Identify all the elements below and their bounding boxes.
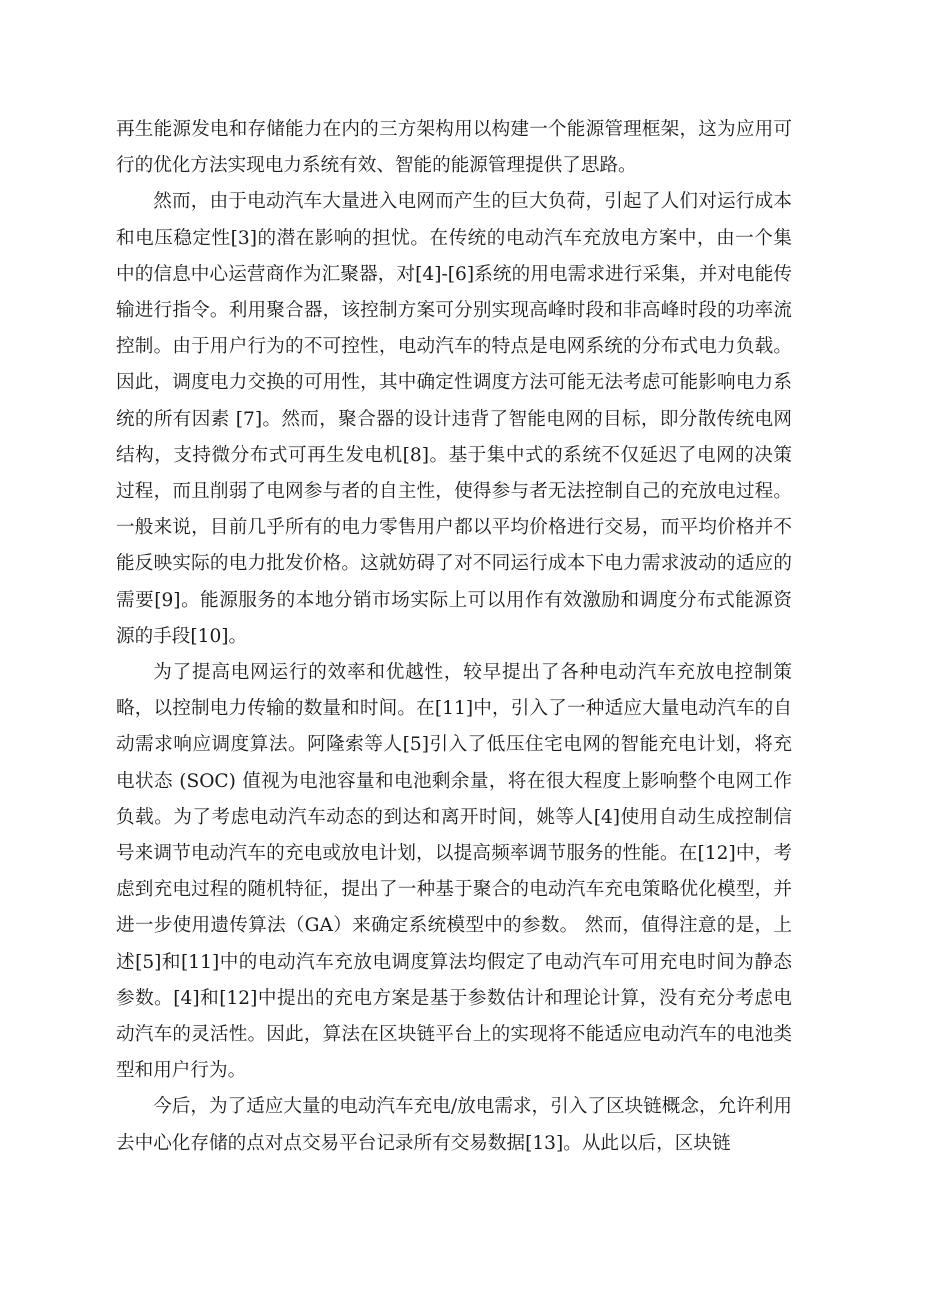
- paragraph-charging-strategies: 为了提高电网运行的效率和优越性，较早提出了各种电动汽车充放电控制策略，以控制电力传输的数量和时间。在[11]中，引入了一种适应大量电动汽车的自动需求响应调度算法。阿隆索等人[5]引入了低压住宅电网的智能充电计划，将充电状态 (SOC) 值视为电池容量和电池剩余量，将在很大程度上影响整个电网工作负载。为了考虑电动汽车动态的到达和离开时间，姚等人[4]使用自动生成控制信号来调节电动汽车的充电或放电计划，以提高频率调节服务的性能。在[12]中，考虑到充电过程的随机特征，提出了一种基于聚合的电动汽车充电策略优化模型，并进一步使用遗传算法（GA）来确定系统模型中的参数。 然而，值得注意的是，上述[5]和[11]中的电动汽车充放电调度算法均假定了电动汽车可用充电时间为静态参数。[4]和[12]中提出的充电方案是基于参数估计和理论计算，没有充分考虑电动汽车的灵活性。因此，算法在区块链平台上的实现将不能适应电动汽车的电池类型和用户行为。: [116, 662, 792, 1082]
- paragraph-blockchain-intro: 今后，为了适应大量的电动汽车充电/放电需求，引入了区块链概念，允许利用去中心化存储的点对点交易平台记录所有交易数据[13]。从此以后，区块链: [116, 1096, 792, 1154]
- body-text: [116, 112, 792, 1162]
- paragraph-continued: 再生能源发电和存储能力在内的三方架构用以构建一个能源管理框架，这为应用可行的优化方法实现电力系统有效、智能的能源管理提供了思路。: [116, 119, 792, 177]
- paragraph-centralized-aggregator: 然而，由于电动汽车大量进入电网而产生的巨大负荷，引起了人们对运行成本和电压稳定性[3]的潜在影响的担忧。在传统的电动汽车充放电方案中，由一个集中的信息中心运营商作为汇聚器，对[4]-[6]系统的用电需求进行采集，并对电能传输进行指令。利用聚合器，该控制方案可分别实现高峰时段和非高峰时段的功率流控制。由于用户行为的不可控性，电动汽车的特点是电网系统的分布式电力负载。因此，调度电力交换的可用性，其中确定性调度方法可能无法考虑可能影响电力系统的所有因素 [7]。然而，聚合器的设计违背了智能电网的目标，即分散传统电网结构，支持微分布式可再生发电机[8]。基于集中式的系统不仅延迟了电网的决策过程，而且削弱了电网参与者的自主性，使得参与者无法控制自己的充放电过程。一般来说，目前几乎所有的电力零售用户都以平均价格进行交易，而平均价格并不能反映实际的电力批发价格。这就妨碍了对不同运行成本下电力需求波动的适应的需要[9]。能源服务的本地分销市场实际上可以用作有效激励和调度分布式能源资源的手段[10]。: [116, 191, 792, 647]
